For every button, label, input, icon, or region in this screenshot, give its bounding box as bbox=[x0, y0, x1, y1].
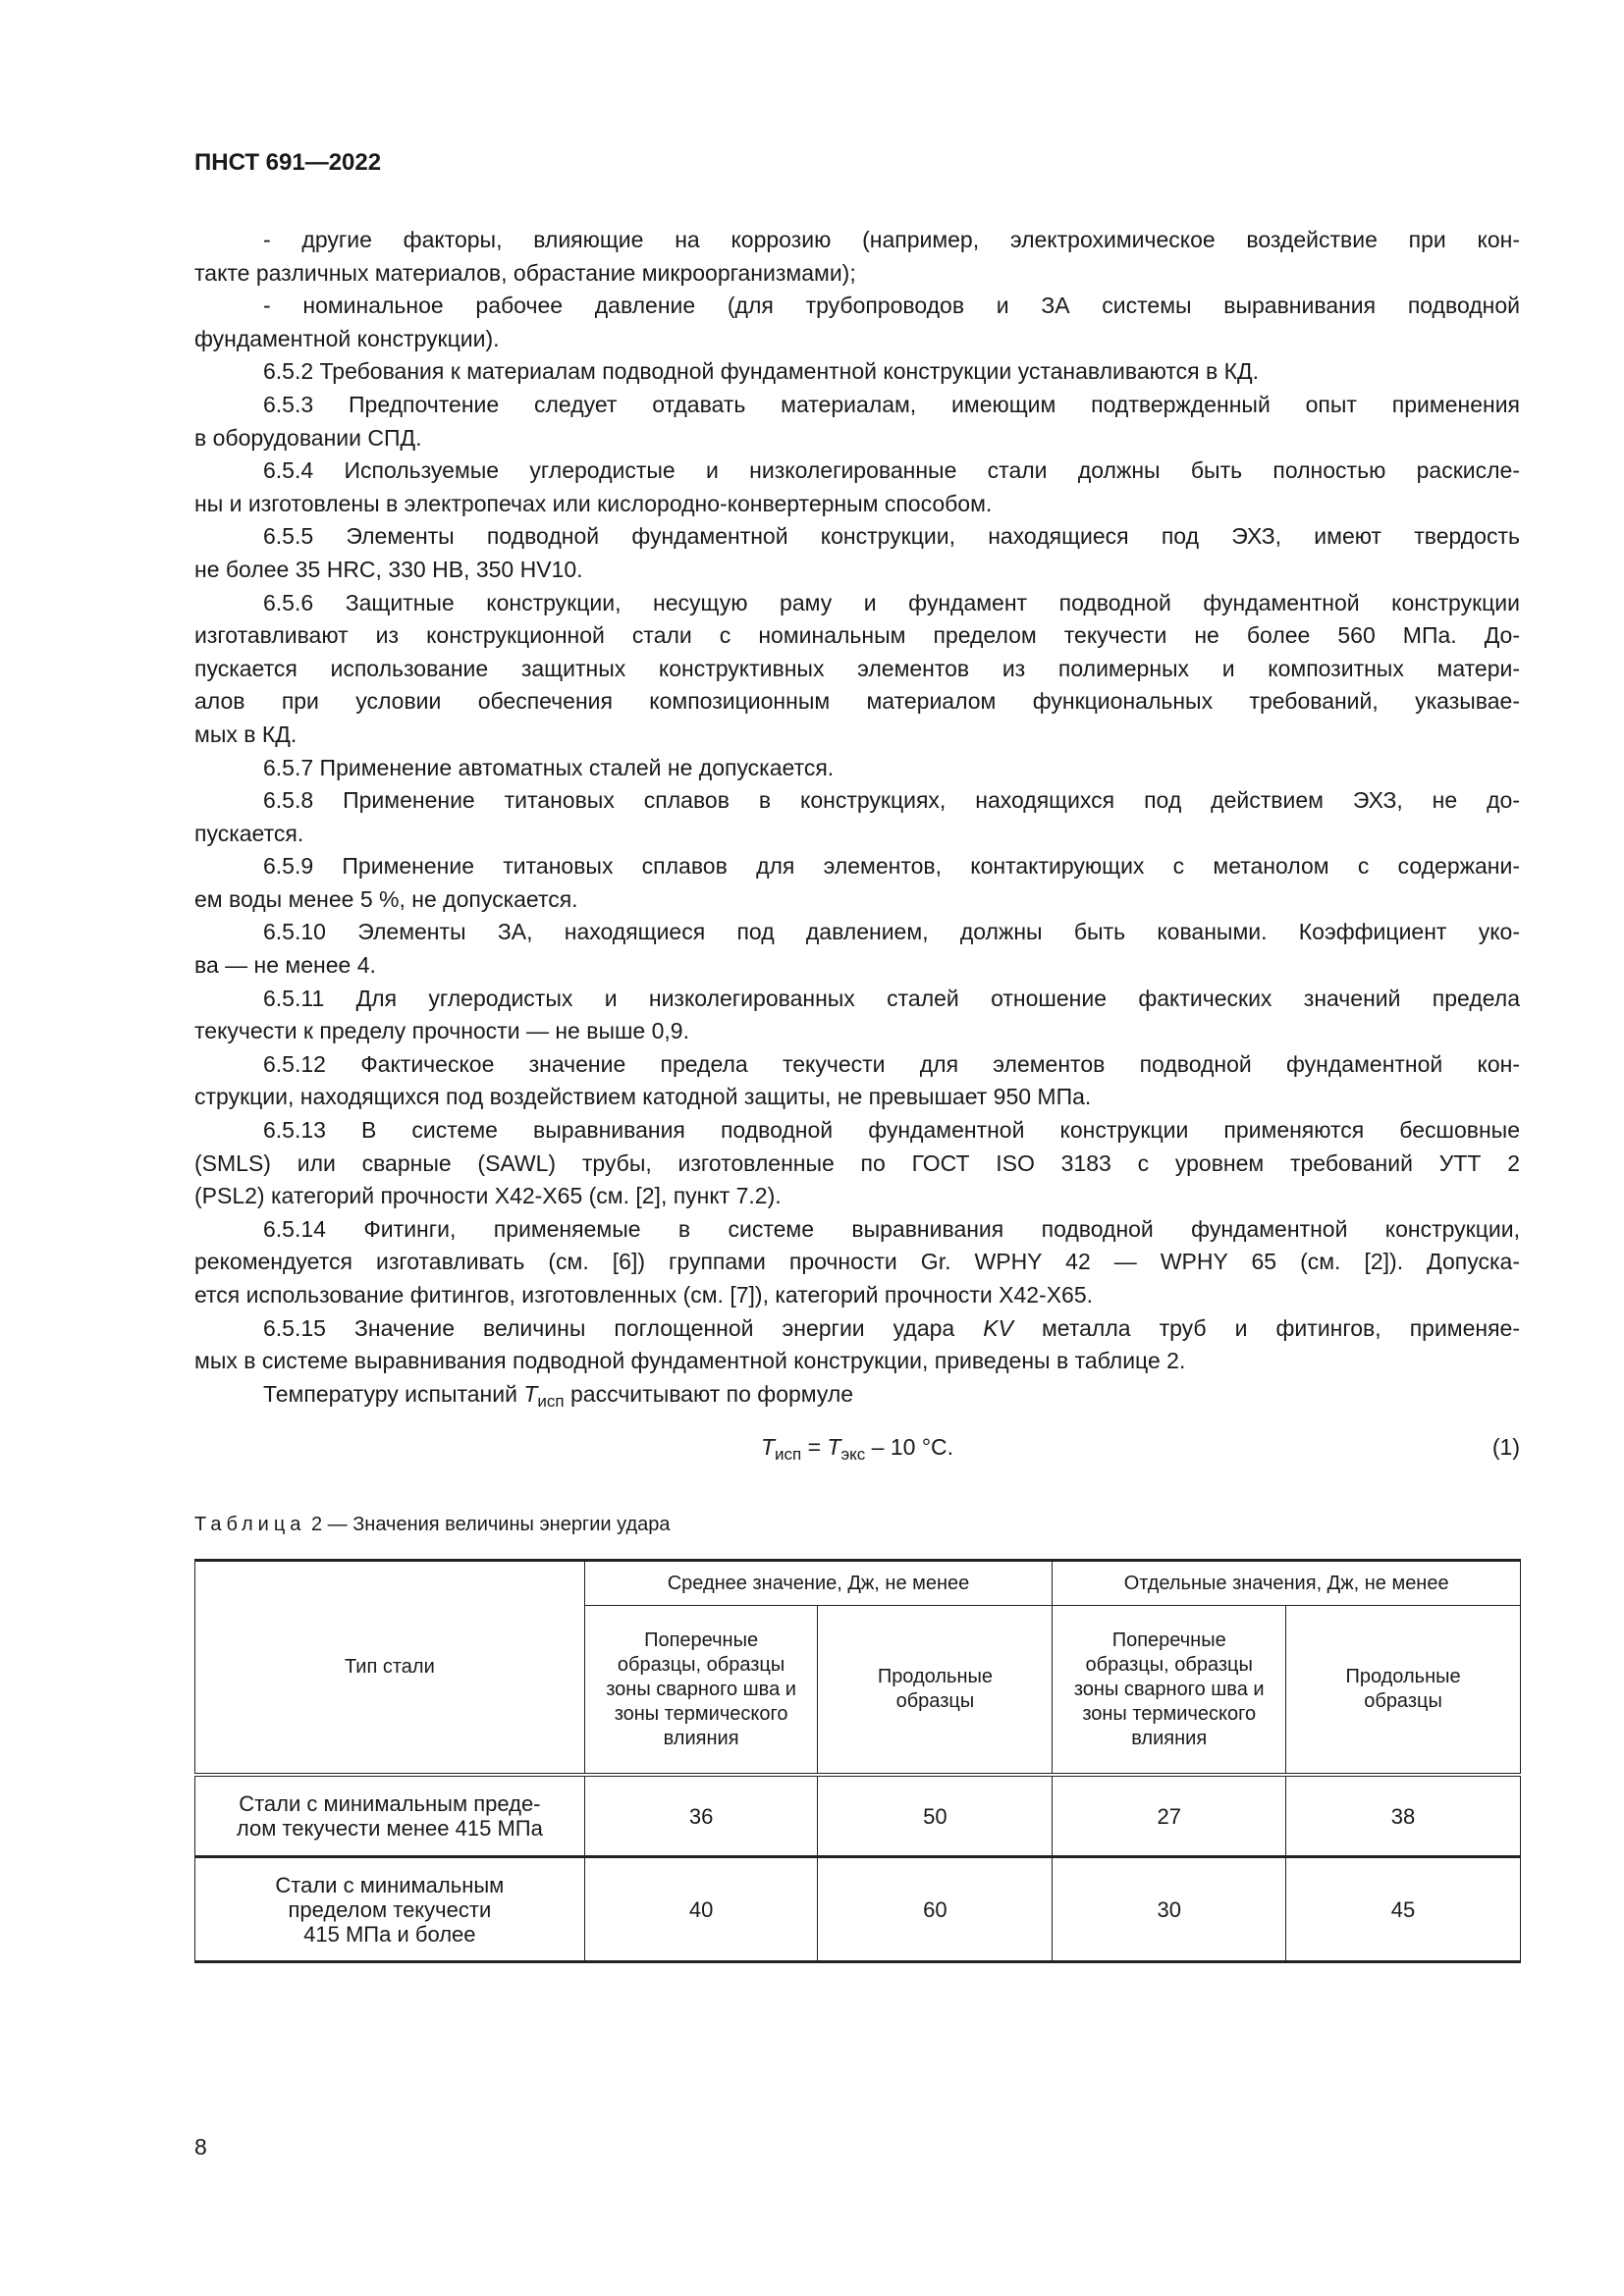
text-line: струкции, находящихся под воздействием катодной защиты, не превышает 950 МПа. bbox=[194, 1084, 1092, 1110]
paragraph bbox=[194, 290, 1520, 355]
cell: 27 bbox=[1053, 1775, 1286, 1857]
text-line: 6.5.13 В системе выравнивания подводной фундаментной конструкции применяются бесшовные bbox=[263, 1117, 1520, 1144]
paragraph bbox=[194, 389, 1520, 454]
paragraph bbox=[194, 355, 1520, 389]
caption-text: 2 — Значения величины энергии удара bbox=[305, 1514, 671, 1535]
text: рассчитывают по формуле bbox=[564, 1380, 854, 1407]
impact-energy-table bbox=[194, 1559, 1521, 1963]
header-average: Среднее значение, Дж, не менее bbox=[584, 1561, 1053, 1606]
symbol-t: T bbox=[523, 1380, 538, 1407]
text-line: 6.5.9 Применение титановых сплавов для элементов, контактирующих с метанолом с содержани- bbox=[263, 853, 1520, 880]
text: металла труб и фитингов, применяе- bbox=[1012, 1314, 1521, 1341]
formula-subscript: исп bbox=[775, 1445, 802, 1464]
temperature-line bbox=[194, 1378, 1520, 1418]
formula-symbol: T bbox=[827, 1434, 841, 1460]
paragraph bbox=[194, 224, 1520, 290]
row-steel-type: Стали с минимальным преде- лом текучести менее 415 МПа bbox=[195, 1775, 585, 1857]
formula-subscript: экс bbox=[840, 1445, 866, 1464]
cell: 36 bbox=[584, 1775, 818, 1857]
text-line: ва — не менее 4. bbox=[194, 952, 376, 979]
paragraph bbox=[194, 784, 1520, 850]
text-line: ем воды менее 5 %, не допускается. bbox=[194, 885, 578, 912]
table-row bbox=[195, 1857, 1521, 1962]
row-steel-type: Стали с минимальным пределом текучести 415 МПа и более bbox=[195, 1857, 585, 1962]
formula-rest: – 10 °C. bbox=[865, 1434, 954, 1460]
text-line: не более 35 HRC, 330 HB, 350 HV10. bbox=[194, 556, 583, 582]
table-caption bbox=[194, 1514, 671, 1536]
text-line: 6.5.8 Применение титановых сплавов в конструкциях, находящихся под действием ЭХЗ, не до- bbox=[263, 787, 1520, 814]
paragraph bbox=[194, 454, 1520, 520]
text-line: 6.5.10 Элементы ЗА, находящиеся под давлением, должны быть коваными. Коэффициент уко- bbox=[263, 919, 1520, 945]
text-line: фундаментной конструкции). bbox=[194, 325, 500, 351]
text-line: 6.5.2 Требования к материалам подводной фундаментной конструкции устанавливаются в КД. bbox=[263, 358, 1259, 385]
text-line: (PSL2) категорий прочности X42-X65 (см. [2], пункт 7.2). bbox=[194, 1183, 782, 1209]
paragraph bbox=[194, 1213, 1520, 1312]
document-header: ПНСТ 691—2022 bbox=[194, 149, 382, 176]
text-line: пускается. bbox=[194, 820, 304, 846]
text-line: в оборудовании СПД. bbox=[194, 424, 422, 451]
cell: 45 bbox=[1286, 1857, 1521, 1962]
header-steel-type: Тип стали bbox=[195, 1561, 585, 1776]
header-individual: Отдельные значения, Дж, не менее bbox=[1053, 1561, 1521, 1606]
text-line: такте различных материалов, обрастание микроорганизмами); bbox=[194, 259, 856, 286]
paragraph bbox=[194, 983, 1520, 1048]
text-line: 6.5.14 Фитинги, применяемые в системе выравнивания подводной фундаментной конструкции, bbox=[263, 1215, 1520, 1242]
formula-symbol: T bbox=[760, 1434, 775, 1460]
paragraph bbox=[194, 587, 1520, 752]
text-line: алов при условии обеспечения композиционным материалом функциональных требований, указывае- bbox=[194, 688, 1520, 715]
table-row bbox=[195, 1775, 1521, 1857]
subheader-transverse: Поперечные образцы, образцы зоны сварного шва и зоны термического влияния bbox=[1053, 1606, 1286, 1776]
text-line: рекомендуется изготавливать (см. [6]) группами прочности Gr. WPHY 42 — WPHY 65 (см. [2]). Допуска- bbox=[194, 1249, 1520, 1275]
text-line: ны и изготовлены в электропечах или кислородно-конвертерным способом. bbox=[194, 490, 993, 516]
text-line: мых в системе выравнивания подводной фундаментной конструкции, приведены в таблице 2. bbox=[194, 1348, 1186, 1374]
paragraph bbox=[194, 1114, 1520, 1213]
cell: 40 bbox=[584, 1857, 818, 1962]
text-line: 6.5.7 Применение автоматных сталей не допускается. bbox=[263, 754, 835, 780]
paragraph bbox=[194, 752, 1520, 785]
text: Температуру испытаний bbox=[263, 1380, 524, 1407]
document-body bbox=[194, 224, 1520, 1417]
text-line: 6.5.5 Элементы подводной фундаментной конструкции, находящиеся под ЭХЗ, имеют твердость bbox=[263, 523, 1520, 550]
text-line: изготавливают из конструкционной стали с номинальным пределом текучести не более 560 МПа. До- bbox=[194, 622, 1520, 649]
subheader-transverse: Поперечные образцы, образцы зоны сварного шва и зоны термического влияния bbox=[584, 1606, 818, 1776]
text-line: 6.5.6 Защитные конструкции, несущую раму и фундамент подводной фундаментной конструкции bbox=[263, 589, 1520, 615]
text-line: пускается использование защитных конструктивных элементов из полимерных и композитных матери- bbox=[194, 655, 1520, 681]
subscript: исп bbox=[537, 1391, 565, 1411]
text-line: - номинальное рабочее давление (для трубопроводов и ЗА системы выравнивания подводной bbox=[263, 293, 1520, 319]
text-line: текучести к пределу прочности — не выше 0,9. bbox=[194, 1018, 689, 1044]
text-line: - другие факторы, влияющие на коррозию (например, электрохимическое воздействие при кон- bbox=[263, 227, 1520, 252]
formula-eq: = bbox=[801, 1434, 828, 1460]
symbol-kv: KV bbox=[983, 1314, 1013, 1341]
text-line: 6.5.4 Используемые углеродистые и низколегированные стали должны быть полностью раскисле- bbox=[263, 457, 1520, 484]
cell: 50 bbox=[818, 1775, 1053, 1857]
formula-1 bbox=[194, 1434, 1520, 1468]
page-number: 8 bbox=[194, 2134, 207, 2160]
cell: 30 bbox=[1053, 1857, 1286, 1962]
cell: 60 bbox=[818, 1857, 1053, 1962]
paragraph bbox=[194, 850, 1520, 916]
subheader-longitudinal: Продольные образцы bbox=[1286, 1606, 1521, 1776]
subheader-longitudinal: Продольные образцы bbox=[818, 1606, 1053, 1776]
caption-label: Таблица bbox=[194, 1514, 306, 1535]
paragraph bbox=[194, 520, 1520, 586]
text-line: 6.5.3 Предпочтение следует отдавать материалам, имеющим подтвержденный опыт применения bbox=[263, 391, 1520, 417]
paragraph bbox=[194, 1048, 1520, 1114]
text: 6.5.15 Значение величины поглощенной энергии удара bbox=[263, 1314, 984, 1341]
text-line: мых в КД. bbox=[194, 721, 298, 747]
paragraph-6-5-15 bbox=[194, 1312, 1520, 1378]
paragraph bbox=[194, 916, 1520, 982]
text-line: (SMLS) или сварные (SAWL) трубы, изготовленные по ГОСТ ISO 3183 с уровнем требований УТТ 2 bbox=[194, 1149, 1520, 1176]
text-line: 6.5.11 Для углеродистых и низколегированных сталей отношение фактических значений предела bbox=[263, 985, 1520, 1011]
formula-number: (1) bbox=[1491, 1434, 1520, 1460]
text-line: 6.5.12 Фактическое значение предела текучести для элементов подводной фундаментной кон- bbox=[263, 1050, 1520, 1077]
cell: 38 bbox=[1286, 1775, 1521, 1857]
text-line bbox=[194, 1312, 1520, 1346]
text-line: ется использование фитингов, изготовленных (см. [7]), категорий прочности X42-X65. bbox=[194, 1282, 1094, 1308]
